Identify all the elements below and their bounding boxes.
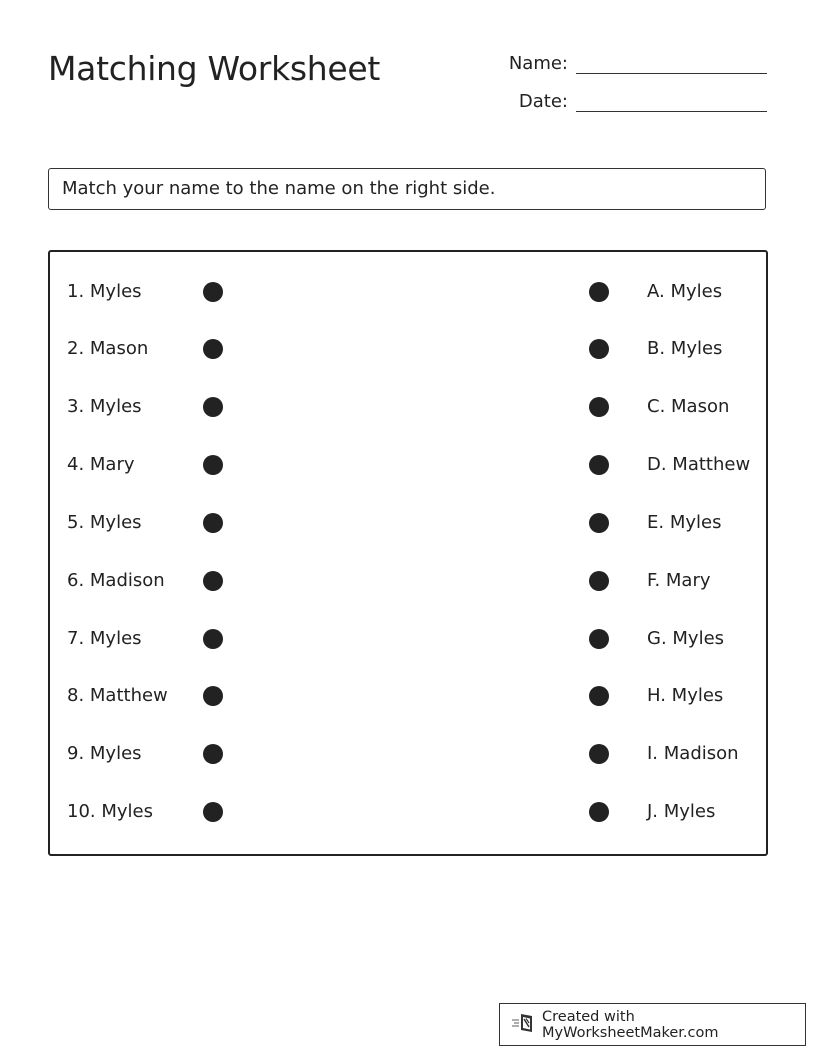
- match-row: [50, 277, 766, 307]
- right-dot-icon[interactable]: [589, 282, 609, 302]
- match-row: [50, 797, 766, 827]
- right-dot-icon[interactable]: [589, 744, 609, 764]
- left-item-label: 2. Mason: [67, 338, 149, 359]
- instructions-box: Match your name to the name on the right side.: [48, 168, 766, 210]
- match-row: [50, 739, 766, 769]
- left-item-label: 5. Myles: [67, 512, 142, 533]
- page-title: Matching Worksheet: [48, 49, 381, 88]
- left-dot-icon[interactable]: [203, 686, 223, 706]
- date-line[interactable]: [576, 111, 767, 112]
- left-dot-icon[interactable]: [203, 744, 223, 764]
- right-dot-icon[interactable]: [589, 802, 609, 822]
- right-dot-icon[interactable]: [589, 397, 609, 417]
- match-row: [50, 334, 766, 364]
- right-item-label: H. Myles: [647, 685, 724, 706]
- right-item-label: G. Myles: [647, 628, 725, 649]
- right-dot-icon[interactable]: [589, 571, 609, 591]
- right-item-label: I. Madison: [647, 743, 739, 764]
- match-row: [50, 681, 766, 711]
- right-dot-icon[interactable]: [589, 339, 609, 359]
- match-row: [50, 624, 766, 654]
- left-item-label: 4. Mary: [67, 454, 135, 475]
- right-dot-icon[interactable]: [589, 455, 609, 475]
- left-item-label: 3. Myles: [67, 396, 142, 417]
- left-item-label: 7. Myles: [67, 628, 142, 649]
- name-field[interactable]: [488, 52, 767, 76]
- left-item-label: 9. Myles: [67, 743, 142, 764]
- right-item-label: B. Myles: [647, 338, 723, 359]
- match-row: [50, 566, 766, 596]
- right-item-label: C. Mason: [647, 396, 730, 417]
- name-line[interactable]: [576, 73, 767, 74]
- left-dot-icon[interactable]: [203, 629, 223, 649]
- left-dot-icon[interactable]: [203, 397, 223, 417]
- right-item-label: D. Matthew: [647, 454, 751, 475]
- right-item-label: F. Mary: [647, 570, 711, 591]
- match-row: [50, 392, 766, 422]
- right-item-label: J. Myles: [647, 801, 716, 822]
- left-dot-icon[interactable]: [203, 802, 223, 822]
- left-item-label: 1. Myles: [67, 281, 142, 302]
- right-dot-icon[interactable]: [589, 686, 609, 706]
- right-dot-icon[interactable]: [589, 629, 609, 649]
- left-item-label: 10. Myles: [67, 801, 153, 822]
- match-row: [50, 508, 766, 538]
- date-label: Date:: [518, 91, 568, 112]
- worksheet-logo-icon: [512, 1012, 542, 1038]
- match-row: [50, 450, 766, 480]
- left-item-label: 8. Matthew: [67, 685, 168, 706]
- right-item-label: E. Myles: [647, 512, 722, 533]
- left-dot-icon[interactable]: [203, 571, 223, 591]
- footer-text: Created with MyWorksheetMaker.com: [542, 1008, 719, 1041]
- left-item-label: 6. Madison: [67, 570, 165, 591]
- matching-area: [48, 250, 768, 856]
- footer-credit[interactable]: [499, 1003, 806, 1046]
- right-item-label: A. Myles: [647, 281, 723, 302]
- left-dot-icon[interactable]: [203, 455, 223, 475]
- date-field[interactable]: [488, 90, 767, 114]
- name-label: Name:: [508, 53, 568, 74]
- right-dot-icon[interactable]: [589, 513, 609, 533]
- left-dot-icon[interactable]: [203, 282, 223, 302]
- left-dot-icon[interactable]: [203, 339, 223, 359]
- left-dot-icon[interactable]: [203, 513, 223, 533]
